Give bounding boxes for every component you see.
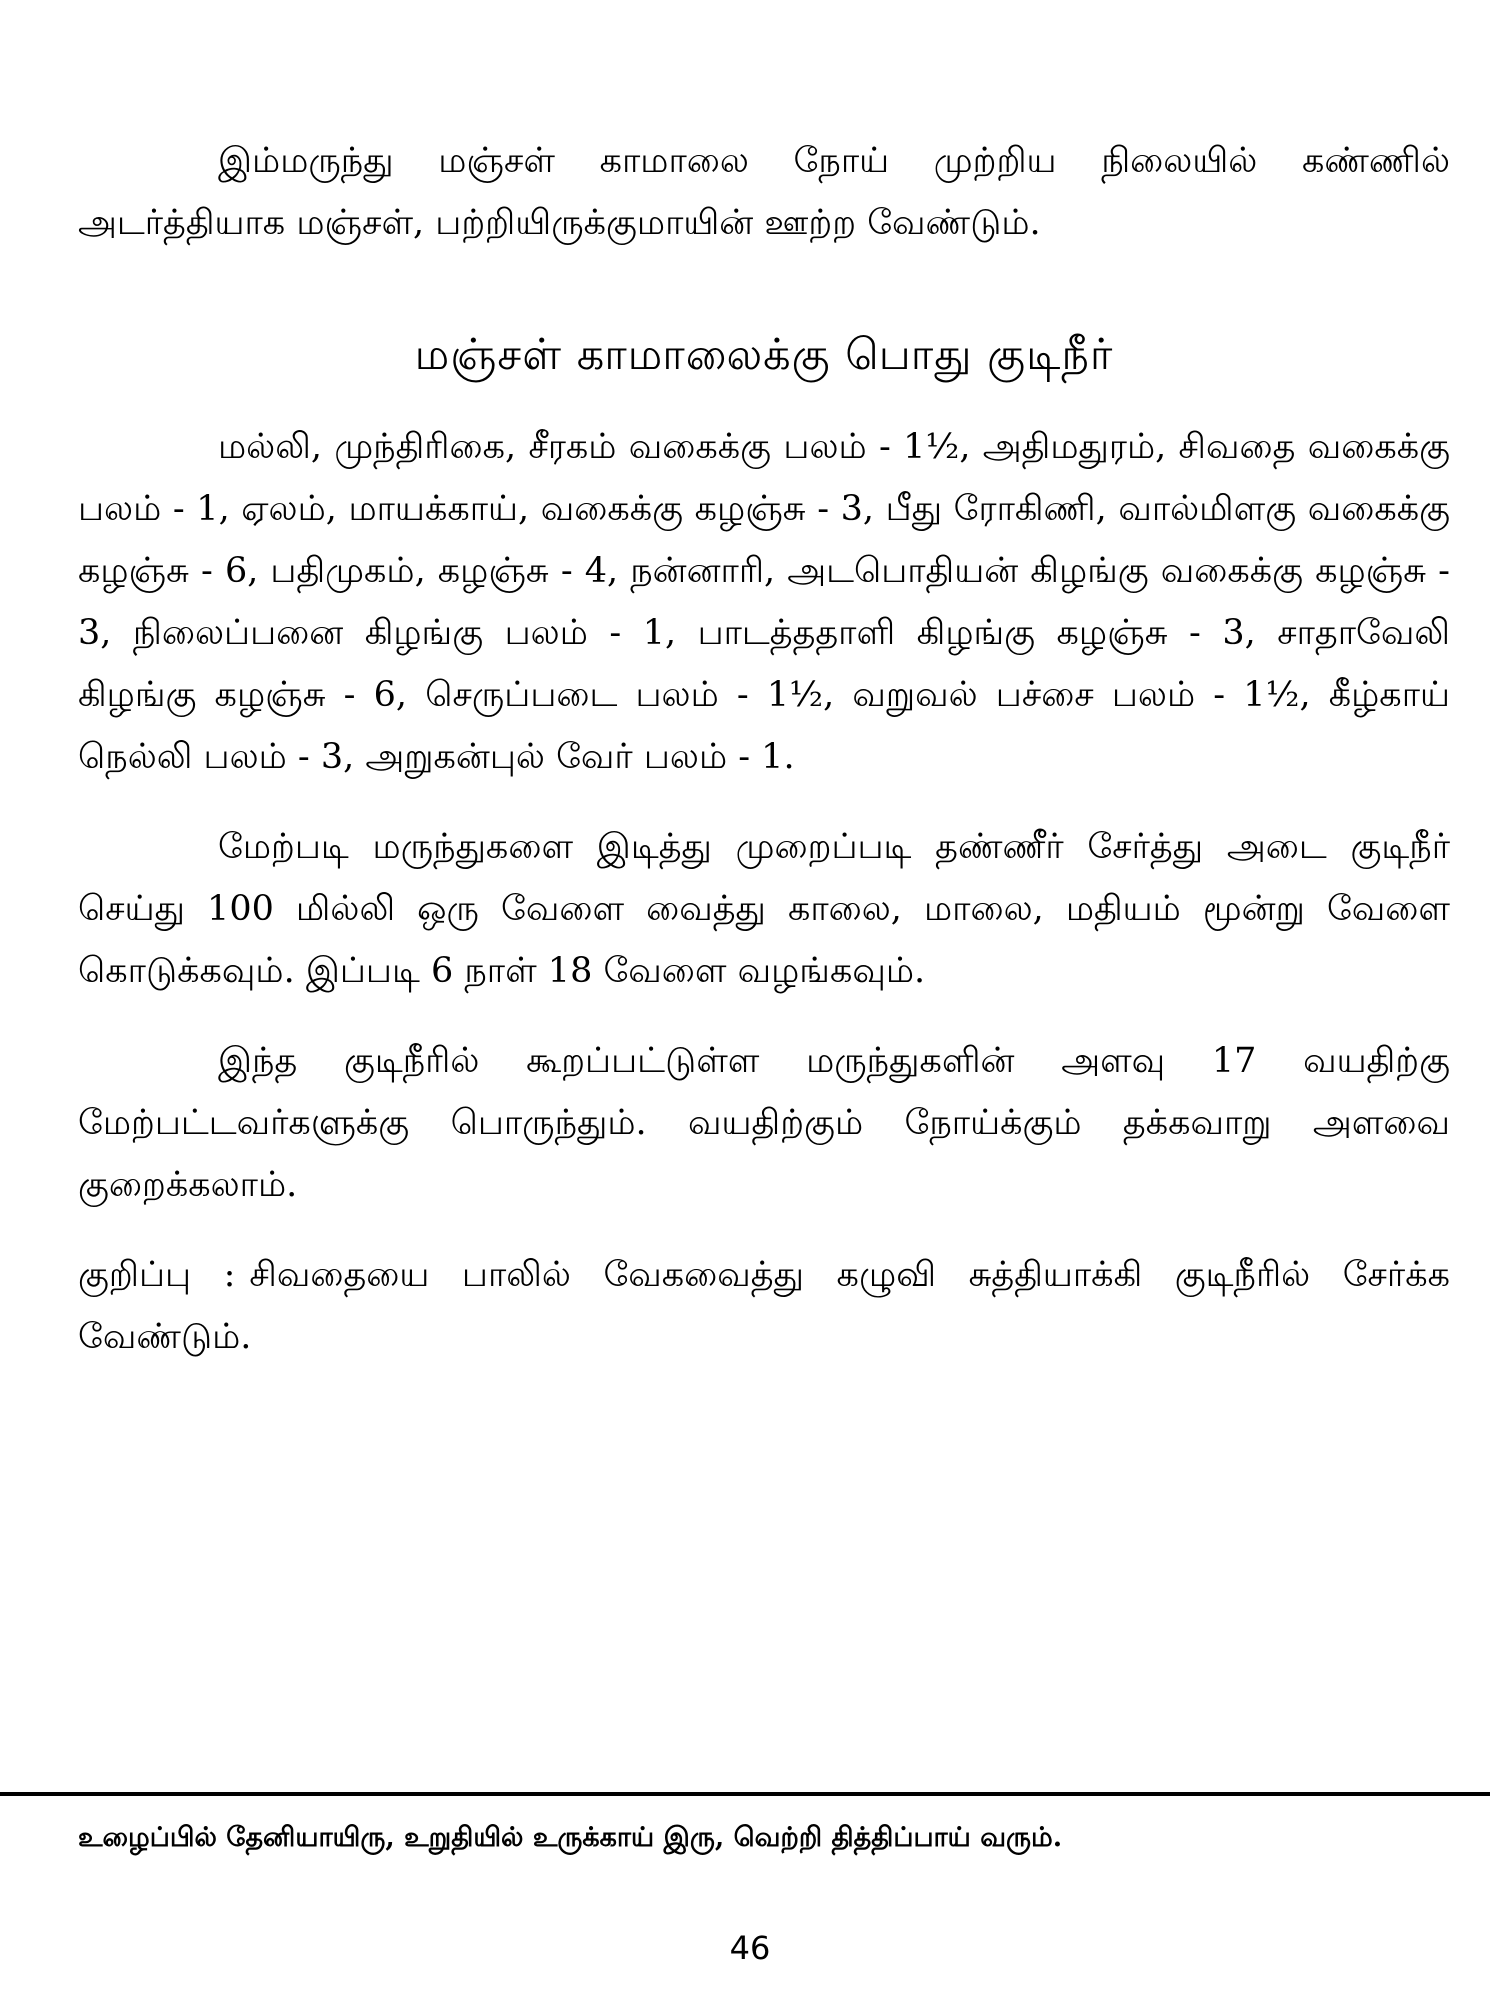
ingredients-paragraph: மல்லி, முந்திரிகை, சீரகம் வகைக்கு பலம் - 1½, அதிமதுரம், சிவதை வகைக்கு பலம் - 1, ஏலம், மாயக்காய், வகைக்கு கழஞ்சு - 3, பீது ரோகிணி, வால்மிளகு வகைக்கு கழஞ்சு - 6, பதிமுகம், கழஞ்சு - 4, நன்னாரி, அடபொதியன் கிழங்கு வகைக்கு கழஞ்சு - 3, நிலைப்பனை கிழங்கு பலம் - 1, பாடத்ததாளி கிழங்கு கழஞ்சு - 3, சாதாவேலி கிழங்கு கழஞ்சு - 6, செருப்படை பலம் - 1½, வறுவல் பச்சை பலம் - 1½, கீழ்காய் நெல்லி பலம் - 3, அறுகன்புல் வேர் பலம் - 1. (78, 427, 1450, 777)
page-number: 46 (729, 1929, 771, 1967)
note-text: சிவதையை பாலில் வேகவைத்து கழுவி சுத்தியாக்கி குடிநீரில் சேர்க்க வேண்டும். (78, 1255, 1450, 1357)
dosage-paragraph: இந்த குடிநீரில் கூறப்பட்டுள்ள மருந்துகளின் அளவு 17 வயதிற்கு மேற்பட்டவர்களுக்கு பொருந்தும். வயதிற்கும் நோய்க்கும் தக்கவாறு அளவை குறைக்கலாம். (78, 1041, 1450, 1205)
method-paragraph: மேற்படி மருந்துகளை இடித்து முறைப்படி தண்ணீர் சேர்த்து அடை குடிநீர் செய்து 100 மில்லி ஒரு வேளை வைத்து காலை, மாலை, மதியம் மூன்று வேளை கொடுக்கவும். இப்படி 6 நாள் 18 வேளை வழங்கவும். (78, 827, 1450, 991)
footer-divider (0, 1792, 1490, 1796)
footer-quote: உழைப்பில் தேனியாயிரு, உறுதியில் உருக்காய் இரு, வெற்றி தித்திப்பாய் வரும். (78, 1822, 1063, 1853)
note-paragraph (78, 1244, 1450, 1368)
intro-paragraph: இம்மருந்து மஞ்சள் காமாலை நோய் முற்றிய நிலையில் கண்ணில் அடர்த்தியாக மஞ்சள், பற்றியிருக்குமாயின் ஊற்ற வேண்டும். (78, 141, 1450, 243)
note-label: குறிப்பு : (78, 1255, 236, 1295)
section-heading: மஞ்சள் காமாலைக்கு பொது குடிநீர் (414, 330, 1114, 380)
page-body (78, 130, 1450, 1368)
